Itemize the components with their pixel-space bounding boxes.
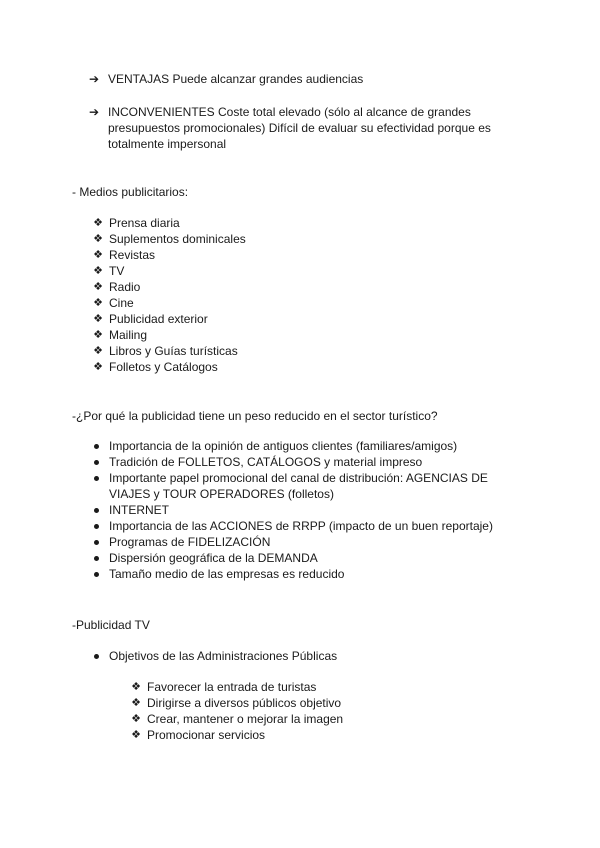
porque-list bbox=[90, 438, 510, 582]
bullet-dot-icon bbox=[94, 654, 99, 659]
list-item: ❖ Favorecer la entrada de turistas bbox=[128, 679, 508, 695]
list-item: Programas de FIDELIZACIÓN bbox=[90, 534, 510, 550]
list-item: Importante papel promocional del canal de distribución: AGENCIAS DE VIAJES y TOUR OPERADORES (folletos) bbox=[90, 470, 510, 502]
inconvenientes-text: INCONVENIENTES Coste total elevado (sólo al alcance de grandes presupuestos promocionales) Difícil de evaluar su efectividad porque es totalmente impersonal bbox=[108, 105, 491, 151]
diamond-bullet-icon: ❖ bbox=[93, 345, 103, 357]
list-item: ❖ Mailing bbox=[90, 327, 510, 343]
bullet-dot-icon bbox=[94, 508, 99, 513]
diamond-bullet-icon: ❖ bbox=[93, 361, 103, 373]
bullet-dot-icon bbox=[94, 524, 99, 529]
diamond-bullet-icon: ❖ bbox=[93, 281, 103, 293]
bullet-dot-icon bbox=[94, 476, 99, 481]
diamond-bullet-icon: ❖ bbox=[93, 233, 103, 245]
list-item: Importancia de las ACCIONES de RRPP (impacto de un buen reportaje) bbox=[90, 518, 510, 534]
list-item: Dispersión geográfica de la DEMANDA bbox=[90, 550, 510, 566]
ventajas-text: VENTAJAS Puede alcanzar grandes audiencias bbox=[108, 72, 364, 86]
list-item: Tamaño medio de las empresas es reducido bbox=[90, 566, 510, 582]
diamond-bullet-icon: ❖ bbox=[93, 217, 103, 229]
list-item: ❖ Cine bbox=[90, 295, 510, 311]
bullet-dot-icon bbox=[94, 444, 99, 449]
list-item: ❖ Dirigirse a diversos públicos objetivo bbox=[128, 695, 508, 711]
diamond-bullet-icon: ❖ bbox=[93, 297, 103, 309]
bullet-dot-icon bbox=[94, 540, 99, 545]
arrow-icon: ➔ bbox=[89, 105, 100, 119]
tv-list bbox=[90, 648, 510, 664]
list-item: Tradición de FOLLETOS, CATÁLOGOS y material impreso bbox=[90, 454, 510, 470]
diamond-bullet-icon: ❖ bbox=[131, 697, 141, 709]
tv-sublist bbox=[128, 679, 508, 743]
diamond-bullet-icon: ❖ bbox=[93, 329, 103, 341]
porque-heading: -¿Por qué la publicidad tiene un peso reducido en el sector turístico? bbox=[72, 409, 438, 423]
diamond-bullet-icon: ❖ bbox=[93, 313, 103, 325]
list-item: ❖ Radio bbox=[90, 279, 510, 295]
diamond-bullet-icon: ❖ bbox=[93, 265, 103, 277]
list-item: ❖ Libros y Guías turísticas bbox=[90, 343, 510, 359]
list-item: ❖ Folletos y Catálogos bbox=[90, 359, 510, 375]
list-item: Importancia de la opinión de antiguos clientes (familiares/amigos) bbox=[90, 438, 510, 454]
medios-heading: - Medios publicitarios: bbox=[72, 185, 189, 199]
bullet-dot-icon bbox=[94, 572, 99, 577]
list-item: ❖ Suplementos dominicales bbox=[90, 231, 510, 247]
diamond-bullet-icon: ❖ bbox=[131, 681, 141, 693]
arrow-icon: ➔ bbox=[89, 72, 100, 86]
diamond-bullet-icon: ❖ bbox=[93, 249, 103, 261]
tv-heading: -Publicidad TV bbox=[72, 618, 150, 632]
list-item: ❖ Crear, mantener o mejorar la imagen bbox=[128, 711, 508, 727]
diamond-bullet-icon: ❖ bbox=[131, 713, 141, 725]
list-item: Objetivos de las Administraciones Públicas bbox=[90, 648, 510, 664]
ventajas-item bbox=[89, 71, 509, 87]
list-item: ❖ Prensa diaria bbox=[90, 215, 510, 231]
bullet-dot-icon bbox=[94, 556, 99, 561]
bullet-dot-icon bbox=[94, 460, 99, 465]
medios-list bbox=[90, 215, 510, 375]
list-item: INTERNET bbox=[90, 502, 510, 518]
diamond-bullet-icon: ❖ bbox=[131, 729, 141, 741]
list-item: ❖ Revistas bbox=[90, 247, 510, 263]
list-item: ❖ Publicidad exterior bbox=[90, 311, 510, 327]
list-item: ❖ Promocionar servicios bbox=[128, 727, 508, 743]
list-item: ❖ TV bbox=[90, 263, 510, 279]
inconvenientes-item bbox=[89, 104, 509, 152]
